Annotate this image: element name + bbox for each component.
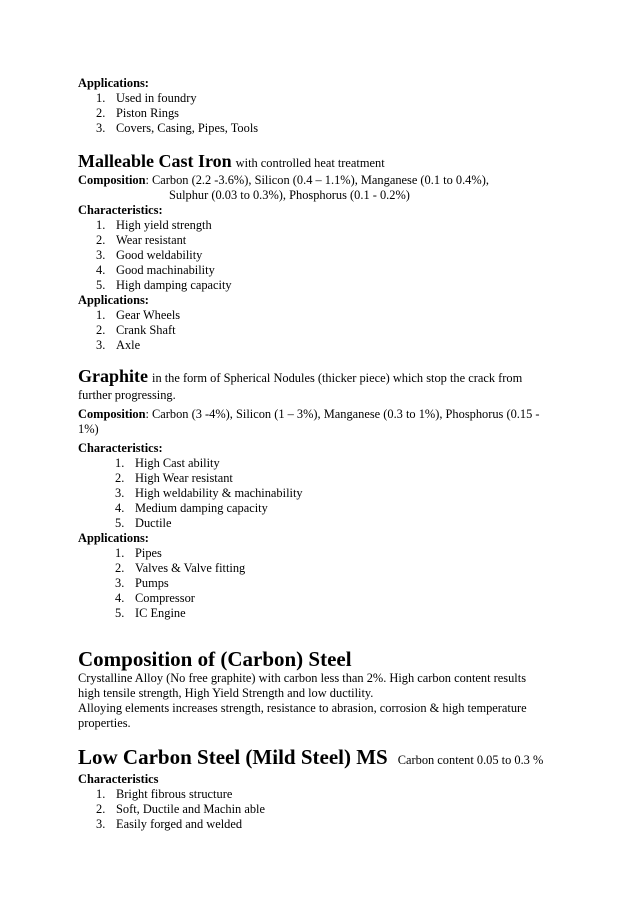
list-item: 2. Soft, Ductile and Machin able [96, 802, 265, 816]
list-item: 3. Good weldability [96, 248, 203, 262]
list-item: 2. Crank Shaft [96, 323, 176, 337]
applications-list [78, 546, 558, 621]
list-item: 4. Medium damping capacity [115, 501, 268, 515]
list-item: 3. High weldability & machinability [115, 486, 303, 500]
applications-label: Applications: [78, 76, 149, 90]
list-item: 5. Ductile [115, 516, 172, 530]
applications-list [78, 91, 558, 136]
composition-continuation: 1%) [78, 422, 99, 436]
section-heading-graphite: Graphite in the form of Spherical Nodules (thicker piece) which stop the crack from [78, 366, 523, 386]
list-item: 1. High Cast ability [115, 456, 220, 470]
composition-continuation: Sulphur (0.03 to 0.3%), Phosphorus (0.1 - 0.2%) [169, 188, 410, 202]
applications-label: Applications: [78, 293, 149, 307]
list-item: 1. High yield strength [96, 218, 212, 232]
paragraph-line: Crystalline Alloy (No free graphite) with carbon less than 2%. High carbon content results [78, 671, 527, 685]
applications-label: Applications: [78, 531, 149, 545]
composition-paragraph: Composition: Carbon (3 -4%), Silicon (1 – 3%), Manganese (0.3 to 1%), Phosphorus (0.15 - [78, 407, 540, 421]
section-heading-mild-steel: Low Carbon Steel (Mild Steel) MS Carbon content 0.05 to 0.3 % [78, 745, 544, 769]
list-item: 2. Valves & Valve fitting [115, 561, 246, 575]
document-content [78, 76, 558, 832]
list-item: 3. Covers, Casing, Pipes, Tools [96, 121, 259, 135]
list-item: 1. Bright fibrous structure [96, 787, 233, 801]
characteristics-list [78, 787, 558, 832]
list-item: 1. Gear Wheels [96, 308, 181, 322]
list-item: 2. Wear resistant [96, 233, 187, 247]
characteristics-list [78, 218, 558, 293]
characteristics-label: Characteristics: [78, 203, 163, 217]
paragraph-line: Alloying elements increases strength, resistance to abrasion, corrosion & high temperature [78, 701, 527, 715]
section-heading-malleable: Malleable Cast Iron with controlled heat treatment [78, 151, 385, 171]
composition-paragraph: Composition: Carbon (2.2 -3.6%), Silicon (0.4 – 1.1%), Manganese (0.1 to 0.4%), [78, 173, 489, 187]
graphite-description-continuation: further progressing. [78, 388, 176, 402]
characteristics-list [78, 456, 558, 531]
paragraph-line: properties. [78, 716, 131, 730]
characteristics-label: Characteristics: [78, 441, 163, 455]
applications-list [78, 308, 558, 353]
list-item: 4. Compressor [115, 591, 195, 605]
list-item: 3. Pumps [115, 576, 169, 590]
list-item: 3. Axle [96, 338, 141, 352]
list-item: 2. Piston Rings [96, 106, 180, 120]
list-item: 4. Good machinability [96, 263, 215, 277]
list-item: 5. High damping capacity [96, 278, 232, 292]
section-heading-carbon-steel: Composition of (Carbon) Steel [78, 647, 352, 671]
list-item: 3. Easily forged and welded [96, 817, 243, 831]
list-item: 2. High Wear resistant [115, 471, 233, 485]
characteristics-label: Characteristics [78, 772, 159, 786]
list-item: 5. IC Engine [115, 606, 186, 620]
list-item: 1. Pipes [115, 546, 162, 560]
list-item: 1. Used in foundry [96, 91, 197, 105]
paragraph-line: high tensile strength, High Yield Strength and low ductility. [78, 686, 374, 700]
